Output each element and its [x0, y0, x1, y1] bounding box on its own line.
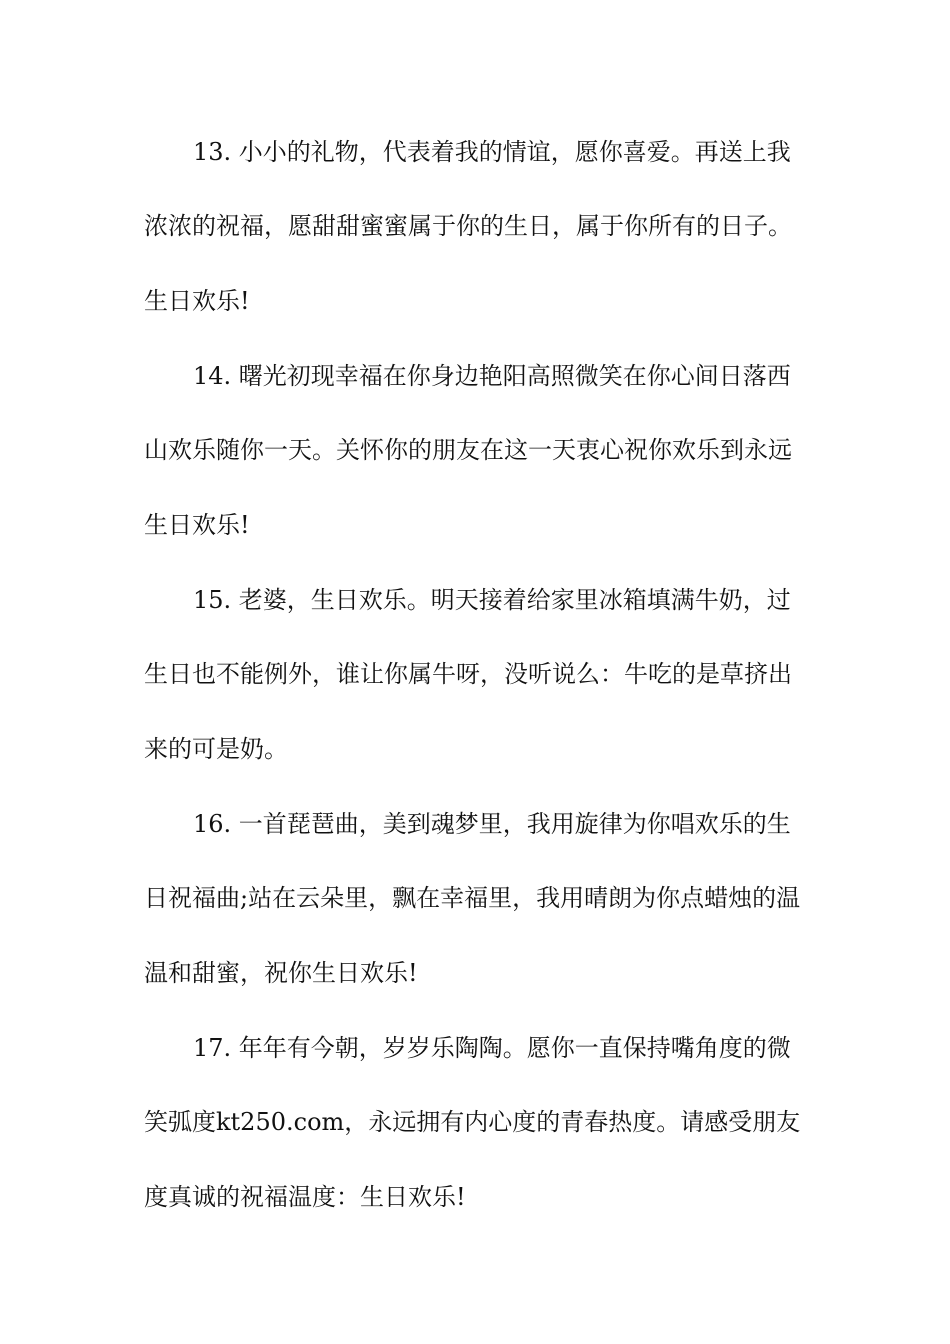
paragraph-13-line-3: 生日欢乐!	[144, 287, 250, 315]
paragraph-14-line-3: 生日欢乐!	[144, 511, 250, 539]
paragraph-14-line-1: 14. 曙光初现幸福在你身边艳阳高照微笑在你心间日落西	[193, 362, 791, 390]
paragraph-16-line-3: 温和甜蜜，祝你生日欢乐!	[144, 959, 418, 987]
paragraph-15-line-3: 来的可是奶。	[144, 735, 288, 763]
paragraph-14-line-2: 山欢乐随你一天。关怀你的朋友在这一天衷心祝你欢乐到永远	[144, 436, 792, 464]
paragraph-17-line-3: 度真诚的祝福温度：生日欢乐!	[144, 1183, 466, 1211]
paragraph-13-line-1: 13. 小小的礼物，代表着我的情谊，愿你喜爱。再送上我	[193, 138, 791, 166]
paragraph-13-line-2: 浓浓的祝福，愿甜甜蜜蜜属于你的生日，属于你所有的日子。	[144, 212, 792, 240]
paragraph-17-line-1: 17. 年年有今朝，岁岁乐陶陶。愿你一直保持嘴角度的微	[193, 1034, 791, 1062]
paragraph-15-line-2: 生日也不能例外，谁让你属牛呀，没听说么：牛吃的是草挤出	[144, 660, 792, 688]
paragraph-17-line-2: 笑弧度kt250.com，永远拥有内心度的青春热度。请感受朋友	[144, 1108, 801, 1136]
paragraph-15-line-1: 15. 老婆，生日欢乐。明天接着给家里冰箱填满牛奶，过	[193, 586, 791, 614]
paragraph-16-line-2: 日祝福曲;站在云朵里，飘在幸福里，我用晴朗为你点蜡烛的温	[144, 884, 801, 912]
paragraph-16-line-1: 16. 一首琵琶曲，美到魂梦里，我用旋律为你唱欢乐的生	[193, 810, 791, 838]
